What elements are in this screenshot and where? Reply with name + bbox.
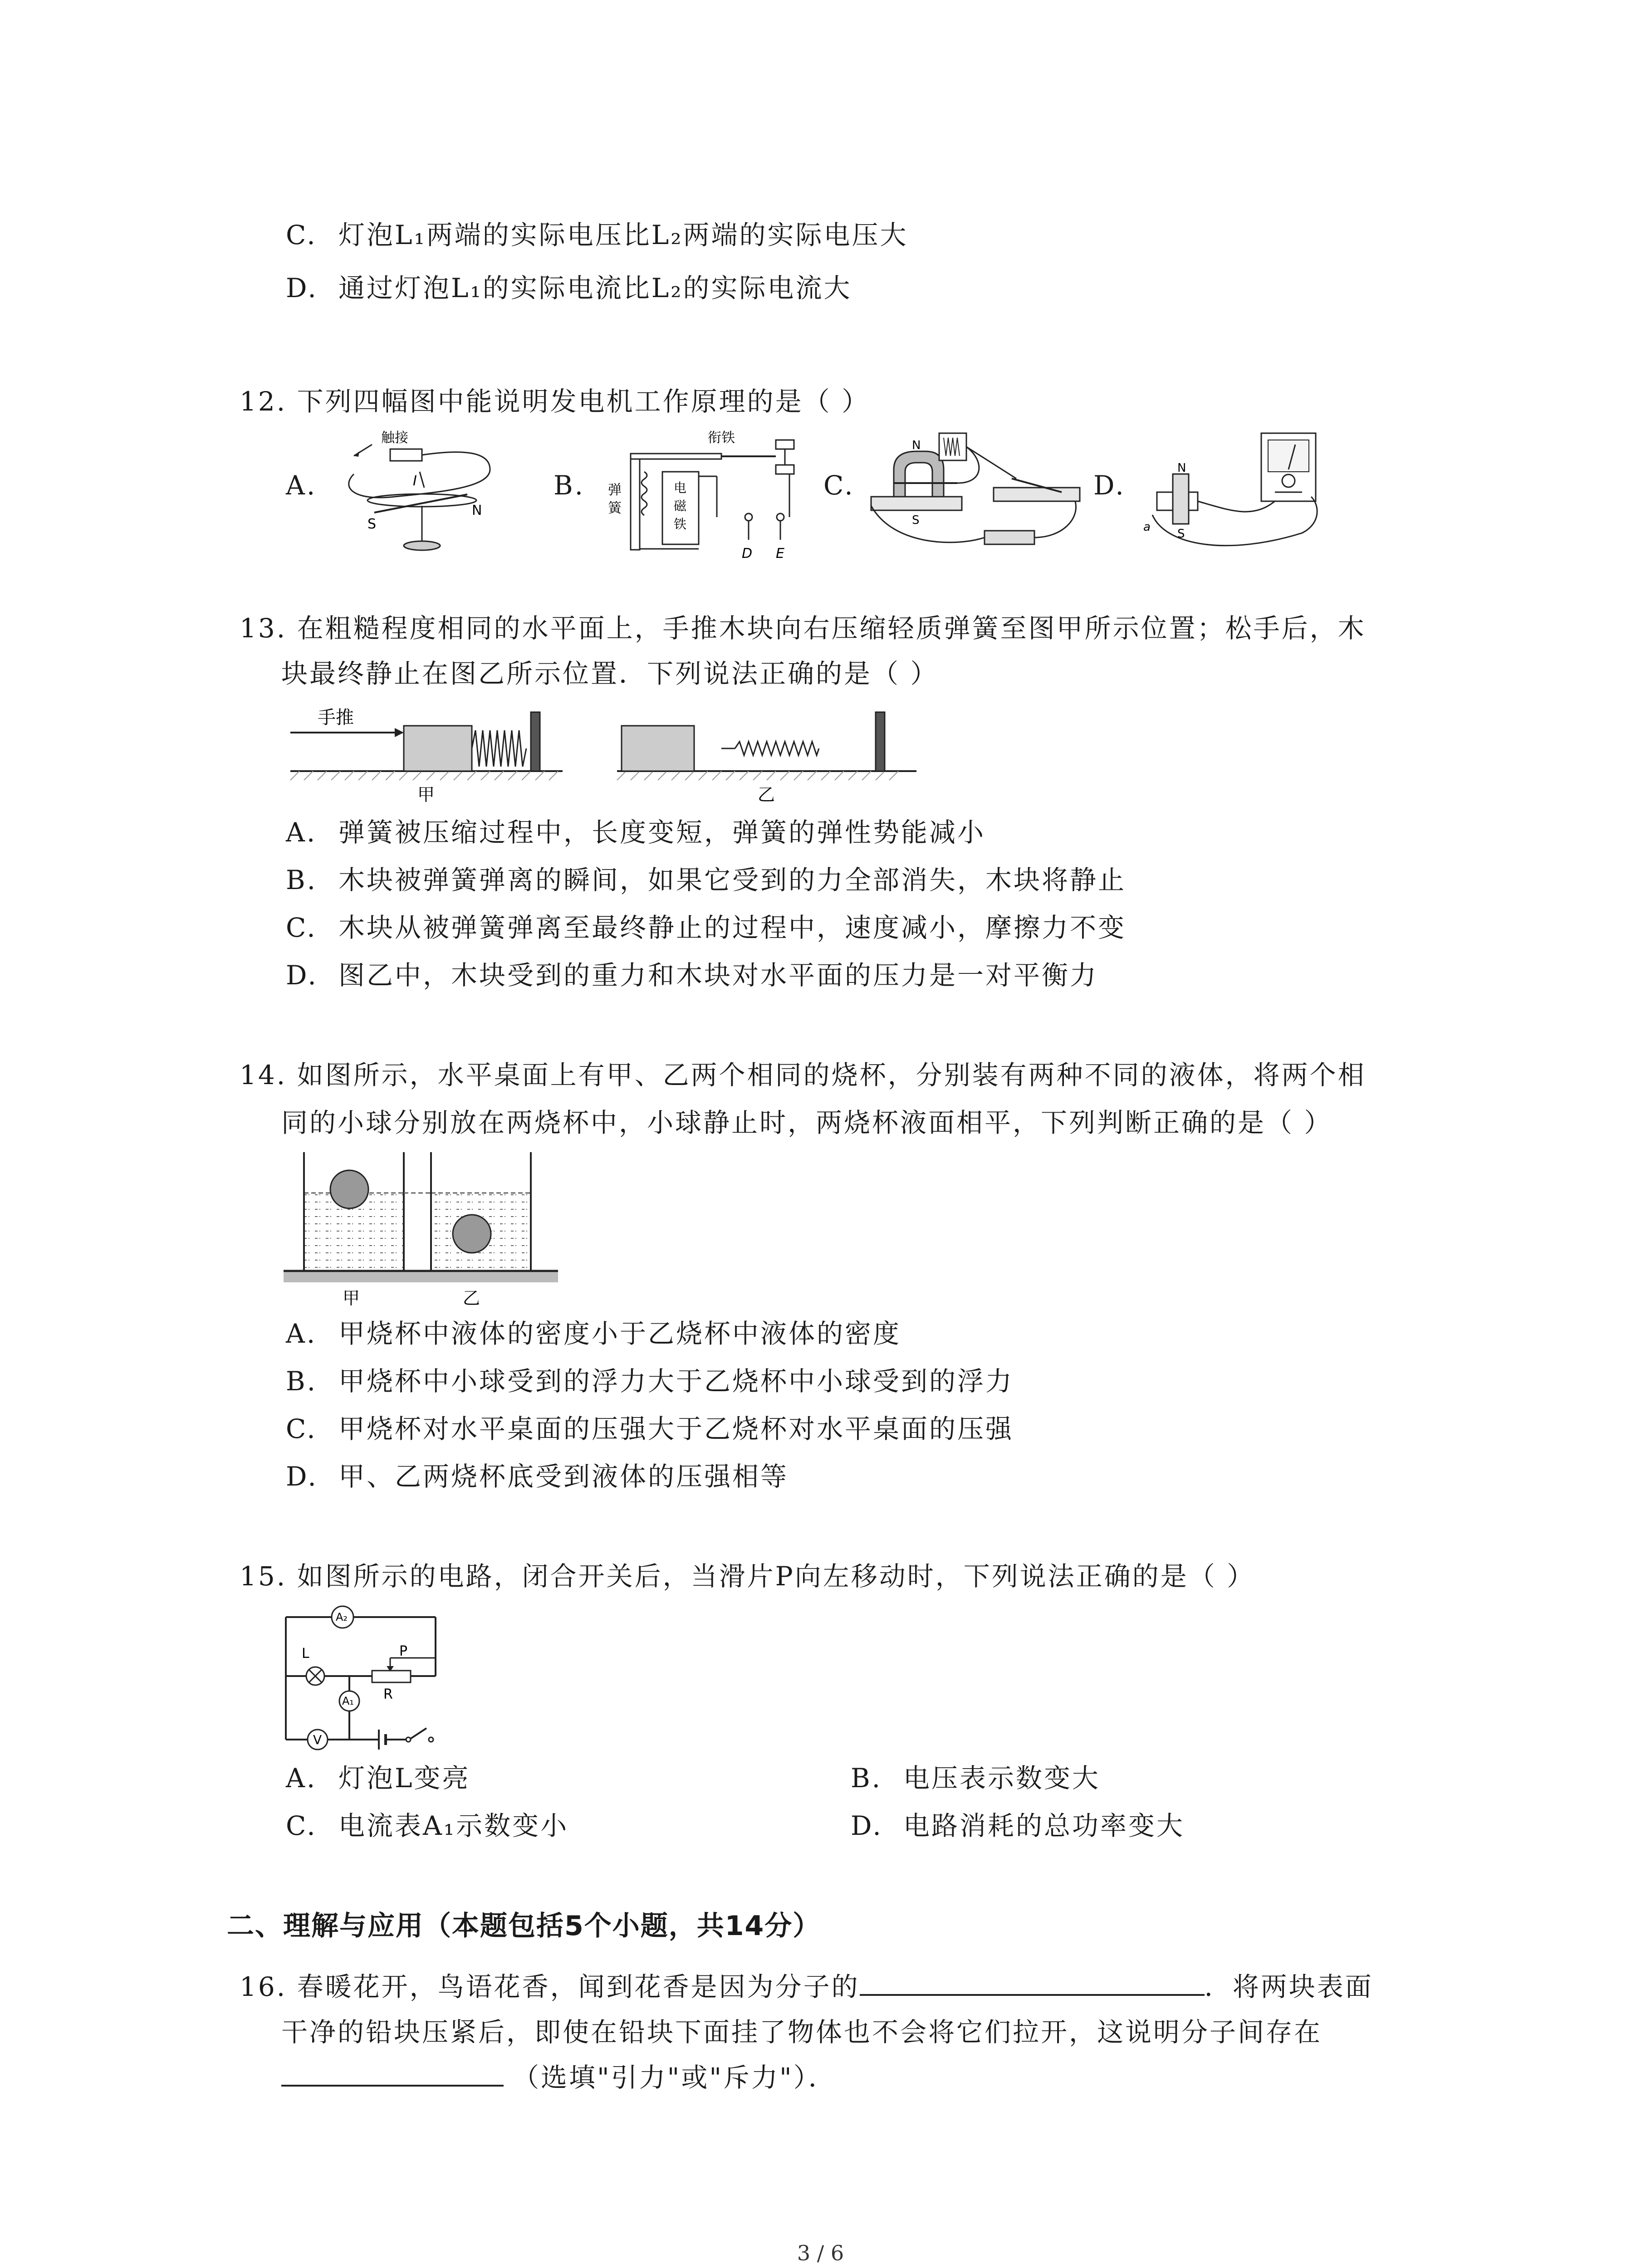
q13-option-d-text: 图乙中，木块受到的重力和木块对水平面的压力是一对平衡力 (338, 960, 1098, 991)
page-number: 3 / 6 (797, 2241, 844, 2265)
rheostat-r-label: R (383, 1686, 393, 1702)
q12-option-a-label: A. (286, 470, 317, 501)
q12-option-c-label: C. (823, 470, 855, 501)
q14-option-b: B. 甲烧杯中小球受到的浮力大于乙烧杯中小球受到的浮力 (286, 1366, 1014, 1397)
q15-option-c-text: 电流表A₁示数变小 (338, 1810, 569, 1841)
q12-figure-c (867, 429, 1089, 558)
q16-line1-text-b: ．将两块表面 (1204, 1971, 1373, 2002)
q16-line2: 干净的铅块压紧后，即使在铅块下面挂了物体也不会将它们拉开，这说明分子间存在 (281, 2017, 1323, 2048)
q14-option-b-text: 甲烧杯中小球受到的浮力大于乙烧杯中小球受到的浮力 (338, 1366, 1014, 1397)
beaker-yi-label: 乙 (463, 1288, 480, 1308)
q14-option-c: C. 甲烧杯对水平桌面的压强大于乙烧杯对水平桌面的压强 (286, 1413, 1014, 1444)
coil-a-label: a (1143, 520, 1151, 534)
q13-stem-line1: 13. 在粗糙程度相同的水平面上，手推木块向右压缩轻质弹簧至图甲所示位置；松手后，木 (240, 613, 1366, 644)
slider-p-label: P (399, 1643, 408, 1659)
q14-stem-line2: 同的小球分别放在两烧杯中，小球静止时，两烧杯液面相平，下列判断正确的是（ ） (281, 1107, 1332, 1138)
touch-label: 触接 (381, 430, 408, 446)
q13-option-d: D. 图乙中，木块受到的重力和木块对水平面的压力是一对平衡力 (286, 960, 1098, 991)
q15-circuit-figure (281, 1599, 463, 1755)
beaker-jia-label: 甲 (343, 1288, 360, 1308)
q14-figure (281, 1148, 572, 1315)
voltmeter-v-label: V (313, 1732, 322, 1747)
q16-blank-2[interactable] (281, 2062, 504, 2087)
spring-label-1: 弹 (608, 482, 622, 498)
q14-option-d-text: 甲、乙两烧杯底受到液体的压强相等 (338, 1461, 789, 1492)
coil-magnet-n-label: N (1177, 461, 1186, 475)
q15-option-d-text: 电路消耗的总功率变大 (903, 1810, 1185, 1841)
section-2-title: 二、理解与应用（本题包括5个小题，共14分） (227, 1910, 821, 1942)
s-pole-label: S (367, 516, 377, 532)
electromagnet-label-2: 磁 (674, 499, 687, 513)
q12-figure-a (327, 424, 526, 560)
q14-option-c-text: 甲烧杯对水平桌面的压强大于乙烧杯对水平桌面的压强 (338, 1413, 1014, 1444)
q12-figure-d (1139, 429, 1343, 560)
q14-option-d: D. 甲、乙两烧杯底受到液体的压强相等 (286, 1461, 789, 1492)
q16-line1-text-a: 16. 春暖花开，鸟语花香，闻到花香是因为分子的 (240, 1971, 860, 2002)
q16-line3-text: （选填"引力"或"斥力"）． (513, 2062, 837, 2093)
q11-option-d-text: 通过灯泡L₁的实际电流比L₂的实际电流大 (338, 273, 852, 303)
magnet-s-label: S (912, 513, 920, 527)
ammeter-a2-label: A₂ (336, 1611, 348, 1623)
spring-label-2: 簧 (608, 500, 622, 516)
figure-yi-label: 乙 (758, 785, 775, 805)
terminal-d-label: D (742, 546, 753, 562)
q12-stem: 12. 下列四幅图中能说明发电机工作原理的是（ ） (240, 386, 870, 417)
coil-magnet-s-label: S (1177, 527, 1185, 541)
q15-option-b-text: 电压表示数变大 (903, 1763, 1101, 1794)
q11-option-c-text: 灯泡L₁两端的实际电压比L₂两端的实际电压大 (338, 220, 908, 250)
lamp-l-label: L (302, 1646, 309, 1662)
q16-line1 (240, 1971, 1373, 2003)
q11-option-d: D. 通过灯泡L₁的实际电流比L₂的实际电流大 (286, 273, 852, 303)
q13-option-c: C. 木块从被弹簧弹离至最终静止的过程中，速度减小，摩擦力不变 (286, 912, 1127, 943)
q14-stem-line1: 14. 如图所示，水平桌面上有甲、乙两个相同的烧杯，分别装有两种不同的液体，将两个相 (240, 1060, 1366, 1090)
q12-option-b-label: B. (554, 470, 585, 501)
q15-option-c: C. 电流表A₁示数变小 (286, 1810, 569, 1841)
q15-option-a-text: 灯泡L变亮 (338, 1763, 470, 1794)
terminal-e-label: E (776, 546, 784, 562)
current-label: I (413, 473, 417, 489)
q12-option-d-label: D. (1093, 470, 1126, 501)
q15-option-d: D. 电路消耗的总功率变大 (851, 1810, 1185, 1841)
q13-option-b-text: 木块被弹簧弹离的瞬间，如果它受到的力全部消失，木块将静止 (338, 865, 1127, 895)
q14-option-a-text: 甲烧杯中液体的密度小于乙烧杯中液体的密度 (338, 1318, 901, 1349)
magnet-n-label: N (912, 439, 921, 452)
figure-jia-label: 甲 (417, 785, 435, 805)
push-label: 手推 (318, 707, 354, 728)
q16-blank-1[interactable] (860, 1971, 1205, 1996)
armature-label: 衔铁 (708, 430, 735, 446)
q13-stem-line2: 块最终静止在图乙所示位置．下列说法正确的是（ ） (281, 658, 939, 689)
q13-figure (281, 703, 926, 807)
q15-stem: 15. 如图所示的电路，闭合开关后，当滑片P向左移动时，下列说法正确的是（ ） (240, 1561, 1255, 1592)
q15-option-b: B. 电压表示数变大 (851, 1763, 1101, 1794)
q13-option-a-text: 弹簧被压缩过程中，长度变短，弹簧的弹性势能减小 (338, 817, 986, 848)
electromagnet-label-1: 电 (674, 480, 687, 495)
q14-option-a: A. 甲烧杯中液体的密度小于乙烧杯中液体的密度 (286, 1318, 901, 1349)
ammeter-a1-label: A₁ (342, 1695, 354, 1707)
q13-option-b: B. 木块被弹簧弹离的瞬间，如果它受到的力全部消失，木块将静止 (286, 865, 1127, 895)
q13-option-a: A. 弹簧被压缩过程中，长度变短，弹簧的弹性势能减小 (286, 817, 986, 848)
q16-line3 (281, 2062, 837, 2093)
n-pole-label: N (472, 503, 482, 518)
q11-option-c: C. 灯泡L₁两端的实际电压比L₂两端的实际电压大 (286, 220, 908, 250)
q15-option-a: A. 灯泡L变亮 (286, 1763, 470, 1794)
q12-figure-b (603, 426, 817, 562)
q13-option-c-text: 木块从被弹簧弹离至最终静止的过程中，速度减小，摩擦力不变 (338, 912, 1127, 943)
electromagnet-label-3: 铁 (674, 517, 687, 532)
